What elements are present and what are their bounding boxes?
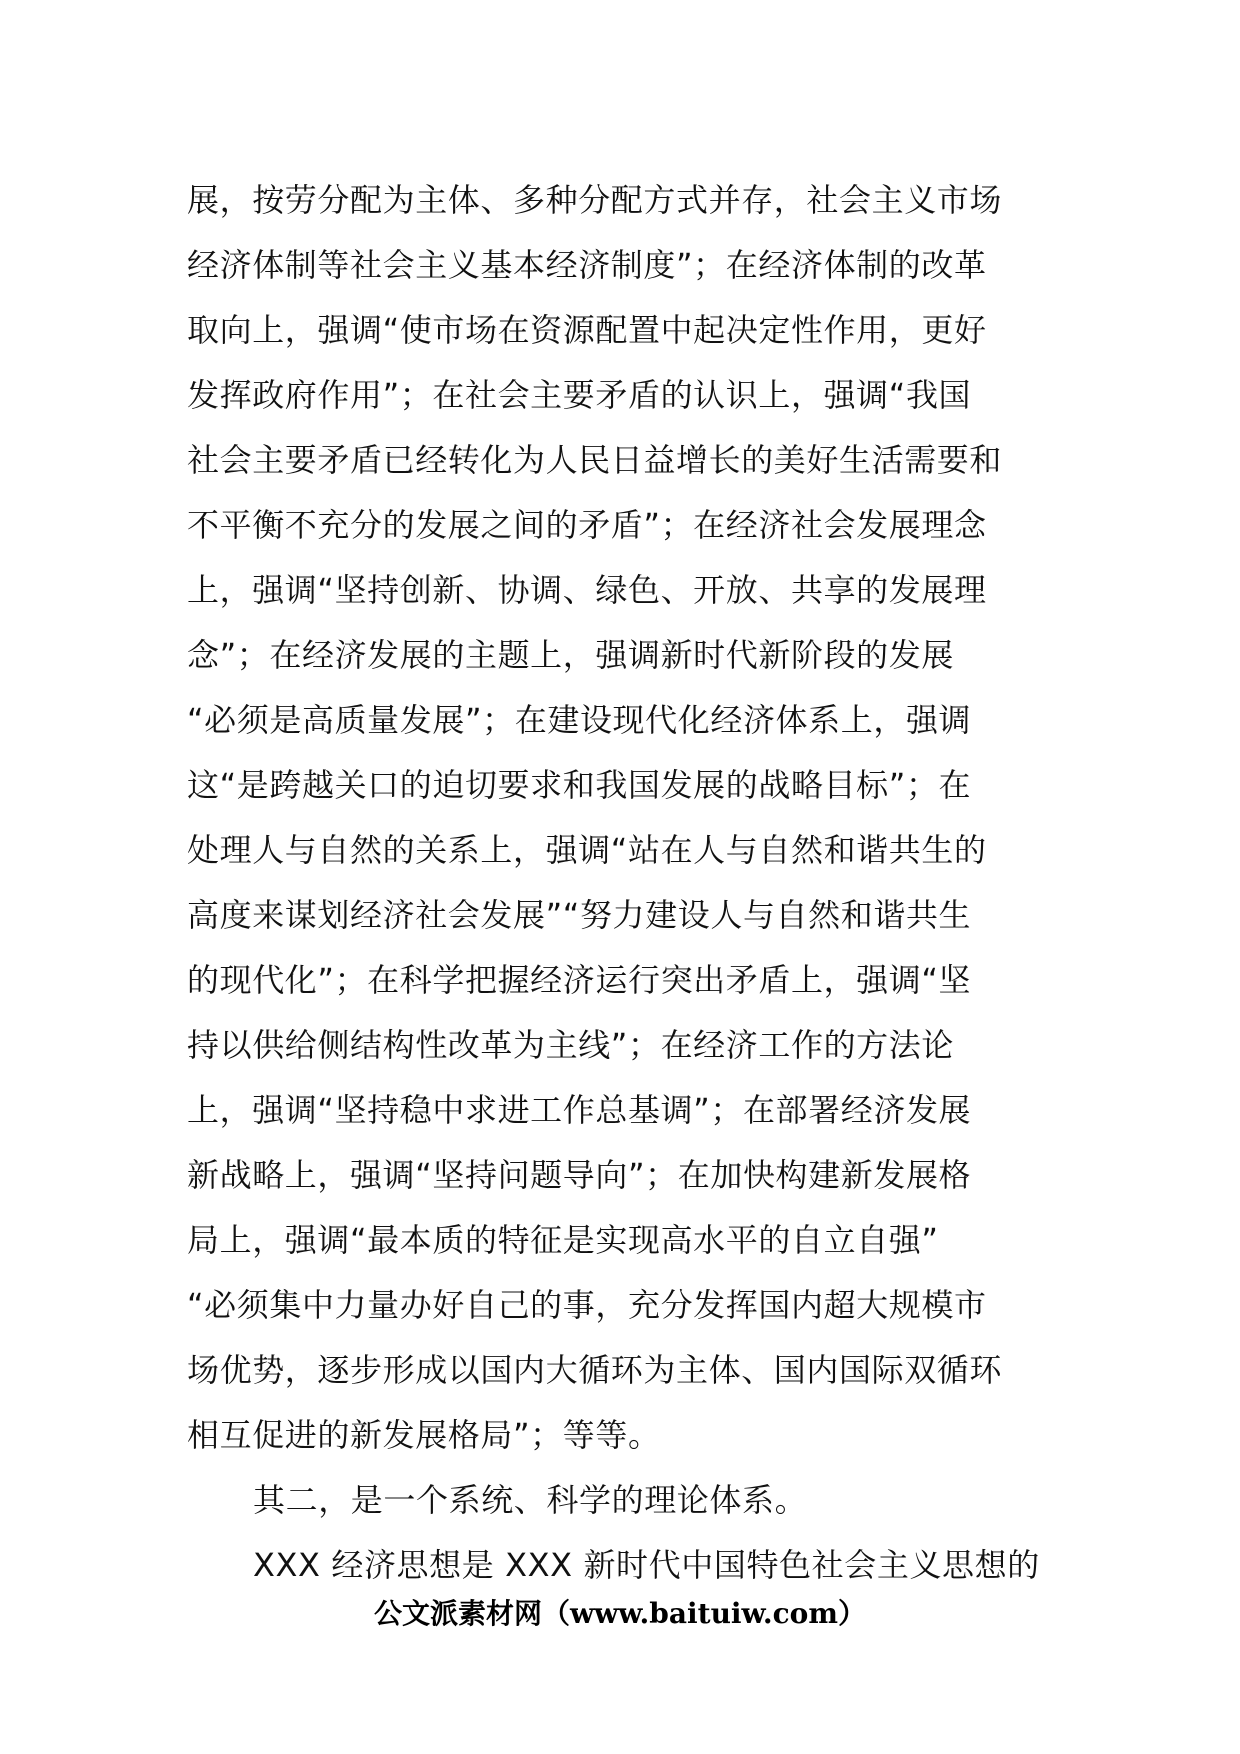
document-body [187, 168, 1057, 1598]
paragraph-first-line: XXX 经济思想是 XXX 新时代中国特色社会主义思想的 [253, 1546, 1040, 1584]
text-line: 不平衡不充分的发展之间的矛盾”；在经济社会发展理念 [187, 506, 987, 544]
text-line: 展，按劳分配为主体、多种分配方式并存，社会主义市场 [187, 181, 1003, 219]
text-line: 高度来谋划经济社会发展”“努力建设人与自然和谐共生 [187, 896, 972, 934]
text-line: 取向上，强调“使市场在资源配置中起决定性作用，更好 [187, 311, 987, 349]
text-line: 上，强调“坚持稳中求进工作总基调”；在部署经济发展 [187, 1091, 972, 1129]
text-line: 经济体制等社会主义基本经济制度”；在经济体制的改革 [187, 246, 987, 284]
text-line: 相互促进的新发展格局”；等等。 [187, 1416, 661, 1454]
text-line: 上，强调“坚持创新、协调、绿色、开放、共享的发展理 [187, 571, 987, 609]
text-line: 这“是跨越关口的迫切要求和我国发展的战略目标”；在 [187, 766, 972, 804]
text-line: 场优势，逐步形成以国内大循环为主体、国内国际双循环 [187, 1351, 1003, 1389]
text-line: 发挥政府作用”；在社会主要矛盾的认识上，强调“我国 [187, 376, 972, 414]
footer-watermark: 公文派素材网（www.baituiw.com） [374, 1597, 866, 1630]
text-line: 持以供给侧结构性改革为主线”；在经济工作的方法论 [187, 1026, 954, 1064]
text-line: 社会主要矛盾已经转化为人民日益增长的美好生活需要和 [187, 441, 1003, 479]
section-heading: 其二，是一个系统、科学的理论体系。 [253, 1481, 808, 1519]
text-line: “必须集中力量办好自己的事，充分发挥国内超大规模市 [187, 1286, 987, 1324]
text-line: 局上，强调“最本质的特征是实现高水平的自立自强” [187, 1221, 939, 1259]
text-line: 的现代化”；在科学把握经济运行突出矛盾上，强调“坚 [187, 961, 972, 999]
text-line: 念”；在经济发展的主题上，强调新时代新阶段的发展 [187, 636, 954, 674]
text-line: 处理人与自然的关系上，强调“站在人与自然和谐共生的 [187, 831, 987, 869]
text-line: “必须是高质量发展”；在建设现代化经济体系上，强调 [187, 701, 972, 739]
text-line: 新战略上，强调“坚持问题导向”；在加快构建新发展格 [187, 1156, 972, 1194]
